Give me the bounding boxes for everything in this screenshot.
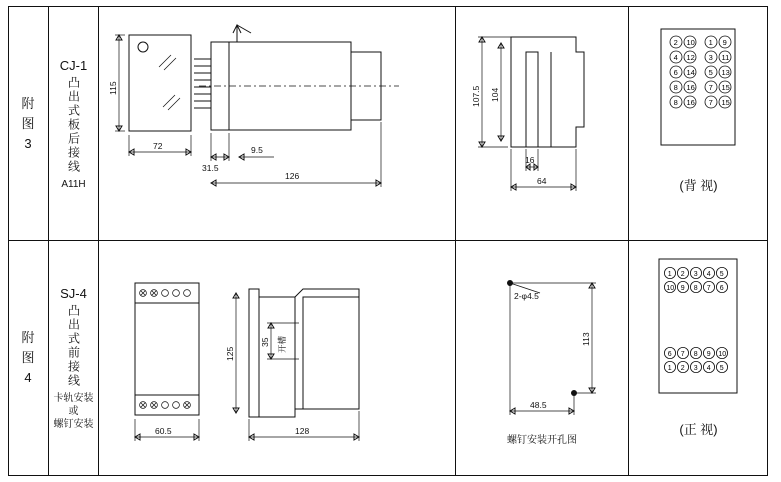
svg-text:3: 3 xyxy=(693,365,698,372)
row-1-model-description: 凸出式板后接线 xyxy=(66,75,81,174)
svg-text:8: 8 xyxy=(673,83,678,92)
row-2-main-drawing xyxy=(99,241,455,475)
dim-rear-inner: 104 xyxy=(490,87,500,102)
svg-text:8: 8 xyxy=(693,351,698,358)
svg-text:11: 11 xyxy=(721,53,730,62)
svg-text:9: 9 xyxy=(722,38,727,47)
dim-rear-small: 16 xyxy=(525,155,535,165)
svg-text:3: 3 xyxy=(708,53,713,62)
row-2-view-caption: (正 视) xyxy=(679,422,718,437)
svg-text:6: 6 xyxy=(673,68,678,77)
svg-text:7: 7 xyxy=(706,285,711,292)
svg-text:10: 10 xyxy=(718,351,727,358)
row-1-label-line-2: 图 xyxy=(21,115,36,131)
row-1-terminal-view xyxy=(629,7,768,240)
dim-front-height: 115 xyxy=(108,81,118,95)
svg-text:16: 16 xyxy=(686,83,695,92)
svg-text:4: 4 xyxy=(706,365,711,372)
svg-text:5: 5 xyxy=(719,365,724,372)
dim-side-note: 开槽 xyxy=(277,335,287,353)
row-1-model xyxy=(49,7,98,240)
row-1-label-line-1: 附 xyxy=(21,95,36,111)
svg-text:12: 12 xyxy=(686,53,695,62)
dim-hole-height: 113 xyxy=(581,332,591,346)
svg-text:8: 8 xyxy=(673,98,678,107)
dim-side-total: 126 xyxy=(285,171,300,181)
svg-text:9: 9 xyxy=(706,351,711,358)
svg-text:7: 7 xyxy=(680,351,685,358)
row-1-label-line-3: 3 xyxy=(24,135,33,151)
dim-rear-height: 107.5 xyxy=(471,85,481,107)
svg-text:10: 10 xyxy=(686,38,695,47)
svg-text:15: 15 xyxy=(721,83,730,92)
svg-text:2: 2 xyxy=(680,271,685,278)
svg-text:6: 6 xyxy=(719,285,724,292)
svg-text:7: 7 xyxy=(708,83,713,92)
row-1-main-drawing xyxy=(99,7,455,240)
row-2-mounting-line-1: 卡轨安装 xyxy=(53,393,94,404)
dim-side-small: 9.5 xyxy=(251,145,263,155)
dim-rear-width: 64 xyxy=(537,176,547,186)
row-1-view-caption: (背 视) xyxy=(679,178,718,193)
svg-text:1: 1 xyxy=(667,271,672,278)
svg-text:6: 6 xyxy=(667,351,672,358)
dim-front-width: 72 xyxy=(153,141,163,151)
svg-text:1: 1 xyxy=(708,38,713,47)
svg-text:5: 5 xyxy=(719,271,724,278)
row-2-label-line-1: 附 xyxy=(21,330,36,345)
row-2-label xyxy=(9,241,48,475)
row-2-terminal-view xyxy=(629,241,768,475)
svg-text:2: 2 xyxy=(673,38,678,47)
row-2-model xyxy=(49,241,98,475)
dim-side-height: 125 xyxy=(225,346,235,361)
dim-hole-width: 48.5 xyxy=(530,400,547,410)
svg-text:7: 7 xyxy=(708,98,713,107)
svg-text:4: 4 xyxy=(673,53,678,62)
row-2-label-line-2: 图 xyxy=(21,350,36,365)
row-2-mounting-line-3: 螺钉安装 xyxy=(53,419,94,430)
dim-hole-spec: 2-φ4.5 xyxy=(514,291,539,301)
svg-text:9: 9 xyxy=(680,285,685,292)
row-1-label xyxy=(9,7,48,240)
dim-side-total-2: 128 xyxy=(295,426,310,436)
row-2-model-mounting xyxy=(54,392,94,431)
svg-text:3: 3 xyxy=(693,271,698,278)
row-1-model-suffix: A11H xyxy=(61,178,86,190)
svg-text:16: 16 xyxy=(686,98,695,107)
svg-text:5: 5 xyxy=(708,68,713,77)
svg-text:10: 10 xyxy=(666,285,675,292)
row-2-hole-caption: 螺钉安装开孔图 xyxy=(507,435,577,446)
row-2-model-code: SJ-4 xyxy=(60,286,87,301)
svg-text:4: 4 xyxy=(706,271,711,278)
svg-text:14: 14 xyxy=(686,68,695,77)
row-2-label-line-3: 4 xyxy=(24,370,33,385)
svg-text:2: 2 xyxy=(680,365,685,372)
row-2-mounting-line-2: 或 xyxy=(68,406,79,417)
svg-text:1: 1 xyxy=(667,365,672,372)
dim-side-small-2: 35 xyxy=(260,337,270,347)
svg-text:15: 15 xyxy=(721,98,730,107)
row-2-hole-drawing xyxy=(456,241,628,475)
dim-side-offset: 31.5 xyxy=(202,163,219,173)
dim-front-width-2: 60.5 xyxy=(155,426,172,436)
svg-text:13: 13 xyxy=(721,68,730,77)
row-1-rear-drawing xyxy=(456,7,628,240)
svg-text:8: 8 xyxy=(693,285,698,292)
row-2-model-description: 凸出式前接线 xyxy=(66,304,81,388)
row-1-model-code: CJ-1 xyxy=(59,57,88,73)
